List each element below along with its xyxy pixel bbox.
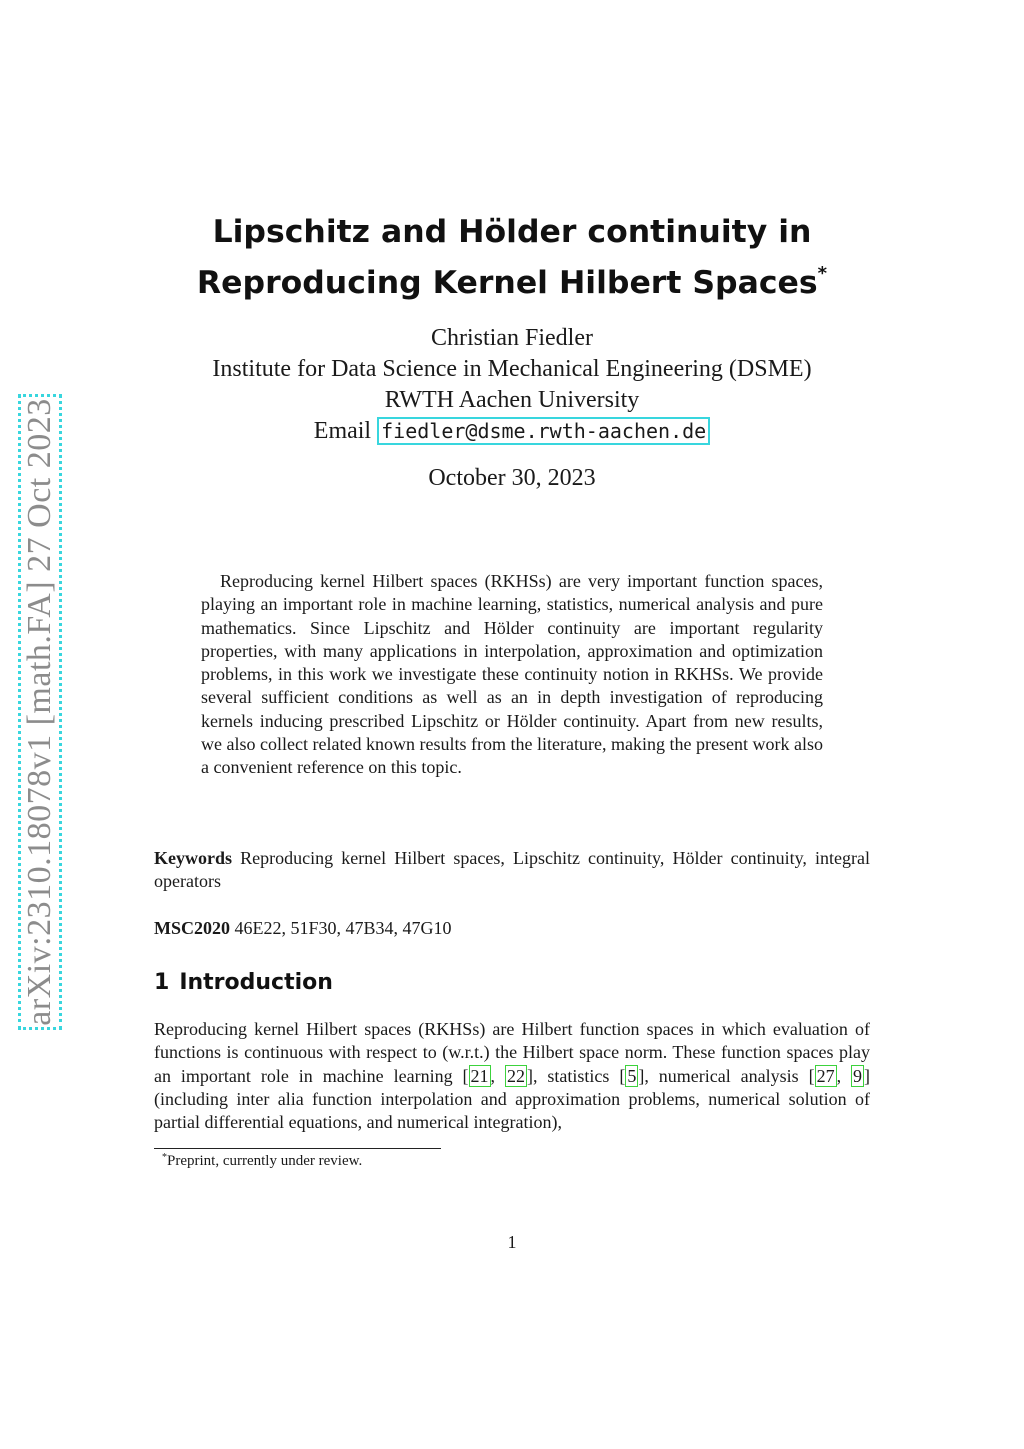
bracket-close: ]: [526, 1065, 533, 1086]
title-line-2-text: Reproducing Kernel Hilbert Spaces: [196, 265, 818, 301]
citation-27[interactable]: 27: [816, 1065, 835, 1086]
paper-title: [0, 211, 1024, 304]
footnote-mark: *: [162, 1152, 167, 1163]
email-label: Email: [313, 418, 372, 444]
bracket-close: ]: [638, 1065, 645, 1086]
citation-21[interactable]: 21: [470, 1065, 489, 1086]
keywords-label: Keywords: [154, 848, 232, 868]
citation-22[interactable]: 22: [506, 1065, 525, 1086]
section-title-text: Introduction: [179, 970, 333, 995]
arxiv-stamp-text: arXiv:2310.18078v1 [math.FA] 27 Oct 2023: [21, 398, 58, 1026]
cite-comma: ,: [836, 1065, 852, 1086]
msc-text: 46E22, 51F30, 47B34, 47G10: [234, 918, 452, 938]
keywords: [154, 847, 870, 894]
bracket-open: [: [808, 1065, 815, 1086]
title-line-2: [0, 253, 1024, 304]
msc-label: MSC2020: [154, 918, 230, 938]
author-name: Christian Fiedler: [431, 325, 593, 351]
citation-9[interactable]: 9: [853, 1065, 863, 1086]
title-line-1: Lipschitz and Hölder continuity in: [212, 214, 812, 250]
footnote-text: Preprint, currently under review.: [167, 1153, 363, 1169]
email-link[interactable]: fiedler@dsme.rwth-aachen.de: [377, 417, 710, 445]
paper-date: October 30, 2023: [428, 465, 596, 491]
footnote: [162, 1152, 362, 1170]
msc-codes: [154, 917, 870, 940]
author-email-line: [0, 416, 1024, 446]
intro-text-3: , numerical analysis: [644, 1065, 809, 1086]
author-university: RWTH Aachen University: [384, 387, 640, 413]
section-number: 1: [154, 970, 170, 995]
footnote-rule: [154, 1148, 441, 1149]
bracket-open: [: [462, 1065, 469, 1086]
intro-text-2: , statistics: [532, 1065, 620, 1086]
citation-5[interactable]: 5: [627, 1065, 637, 1086]
keywords-text: Reproducing kernel Hilbert spaces, Lipschitz continuity, Hölder continuity, integral operators: [154, 848, 870, 892]
bracket-open: [: [619, 1065, 626, 1086]
section-heading: [154, 970, 333, 995]
bracket-close: ]: [864, 1065, 871, 1086]
abstract: Reproducing kernel Hilbert spaces (RKHSs) are very important function spaces, playing an important role in machine learning, statistics, numerical analysis and pure mathematics. Since Lipschitz and Hölder continuity are important regularity properties, with many applications in interpolation, approximation and optimization problems, in this work we investigate these continuity notion in RKHSs. We provide several sufficient conditions as well as an in depth investigation of reproducing kernels inducing prescribed Lipschitz or Hölder continuity. Apart from new results, we also collect related known results from the literature, making the present work also a convenient reference on this topic.: [201, 571, 823, 778]
author-institute: Institute for Data Science in Mechanical Engineering (DSME): [212, 356, 812, 382]
intro-text-1: Reproducing kernel Hilbert spaces (RKHSs) are Hilbert function spaces in which evaluation of functions is continuous with respect to (w.r.t.) the Hilbert space norm. These function spaces play an important role in machine learning: [154, 1019, 870, 1086]
cite-comma: ,: [490, 1065, 505, 1086]
intro-paragraph: [154, 1018, 870, 1134]
title-footnote-mark[interactable]: *: [817, 263, 828, 284]
intro-text-4: (including inter alia function interpolation and approximation problems, numerical solution of partial differential equations, and numerical integration),: [154, 1088, 870, 1133]
page-number: 1: [507, 1232, 517, 1252]
